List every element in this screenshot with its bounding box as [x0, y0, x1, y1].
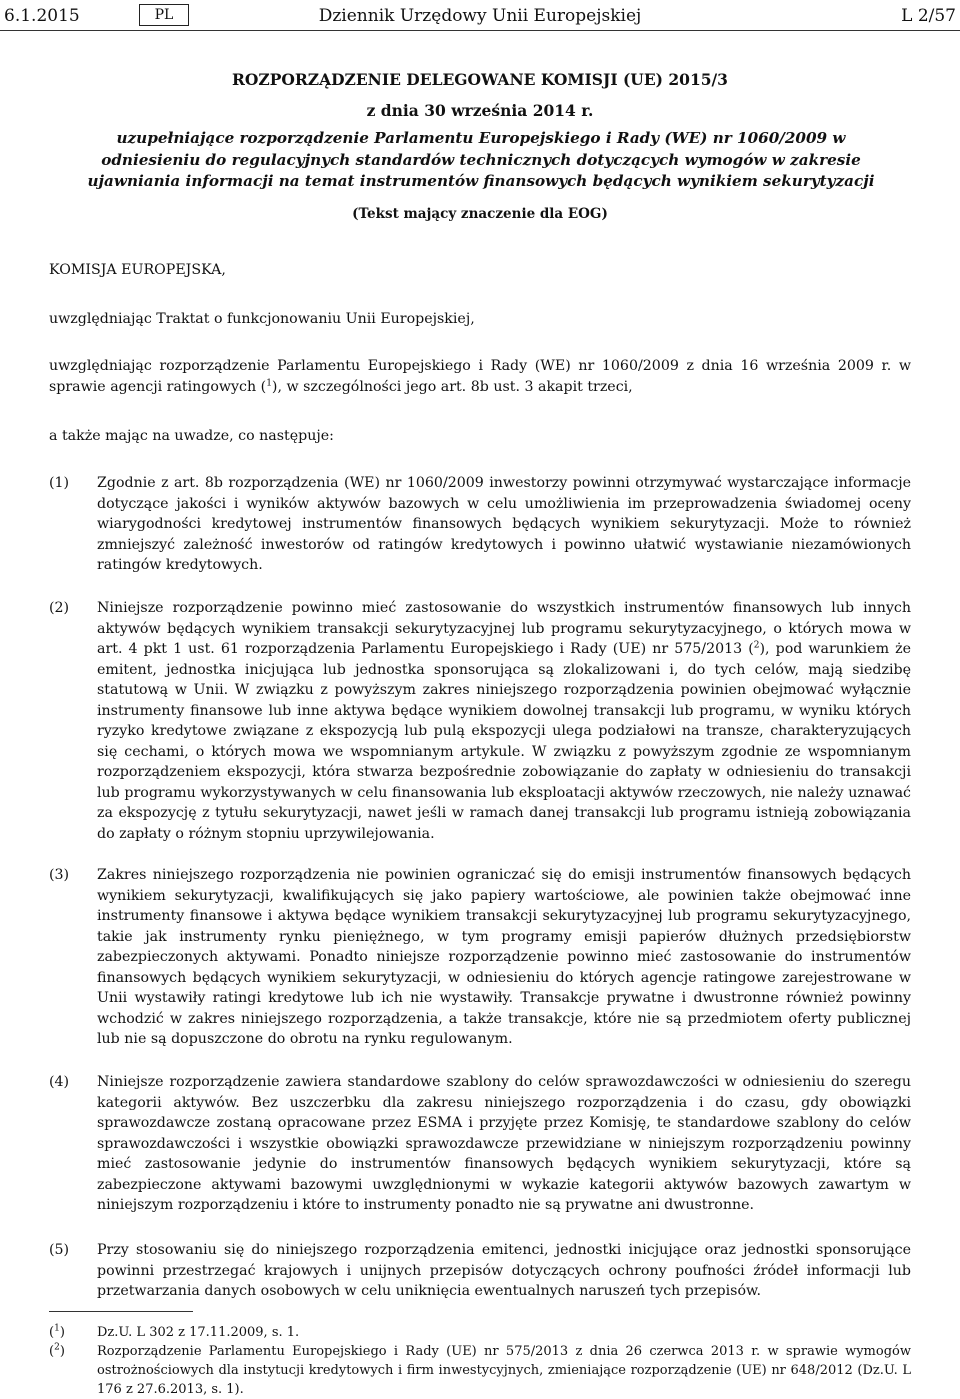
journal-title: Dziennik Urzędowy Unii Europejskiej [318, 6, 642, 26]
footnote-number: ($^1$) [49, 1323, 65, 1340]
recital-number: (5) [49, 1242, 70, 1258]
treaty-citation: uwzględniając Traktat o funkcjonowaniu Unii Europejskiej, [49, 311, 475, 327]
recital-number: (4) [49, 1074, 70, 1090]
recital-text: Niniejsze rozporządzenie powinno mieć zastosowanie do wszystkich instrumentów finansowych lub innych aktywów będących wynikiem transakcji sekurytyzacyjnej lub programu sekurytyzacyjnego, o których mowa w art. 4 pkt 1 ust. 61 rozporządzenia Parlamentu Europejskiego i Rady (UE) nr 575/2013 ($^2$), pod warunkiem że emitent, jednostka inicjująca lub jednostka sponsorująca są zlokalizowani i, do tych celów, mają siedzibę statutową w Unii. W związku z powyższym zakres niniejszego rozporządzenia powinien obejmować wyłącznie instrumenty finansowe lub inne aktywa będące wynikiem dowolnej transakcji lub programu, w wyniku których ryzyko kredytowe związane z ekspozycją lub pulą ekspozycji ulega podziałowi na transze, charakteryzujących się cechami, o których mowa we wspomnianym artykule. W związku z powyższym zgodnie ze wspomnianym rozporządzeniem ekspozycji, która stwarza bezpośrednie zobowiązanie do zapłaty w odniesieniu do transakcji lub programu wykorzystywanych w celu finansowania lub eksploatacji aktywów rzeczowych, nie należy uznawać za ekspozycję z tytułu sekurytyzacji, nawet jeśli w ramach danej transakcji lub programu istnieją zobowiązania do zapłaty o różnym stopniu uprzywilejowania. [97, 600, 911, 842]
eea-relevance: (Tekst mający znaczenie dla EOG) [352, 206, 608, 222]
footnote-text: Dz.U. L 302 z 17.11.2009, s. 1. [97, 1325, 300, 1340]
whereas-intro: a także mając na uwadze, co następuje: [49, 428, 334, 444]
document-title: ROZPORZĄDZENIE DELEGOWANE KOMISJI (UE) 2015/3 [232, 70, 728, 89]
recital-text: Przy stosowaniu się do niniejszego rozporządzenia emitenci, jednostki inicjujące oraz jednostki sponsorujące powinni przestrzegać krajowych i unijnych przepisów dotyczących ochrony poufności źródeł informacji lub przetwarzania danych osobowych w celu uniknięcia ewentualnych naruszeń tych przepisów. [97, 1242, 911, 1299]
header-divider [0, 30, 960, 31]
footnote-ref: 2 [753, 640, 760, 651]
recital-text: Zakres niniejszego rozporządzenia nie powinien ograniczać się do emisji instrumentów finansowych będących wynikiem sekurytyzacji, kwalifikujących się jako papiery wartościowe, ale powinien także obejmować inne instrumenty finansowe i aktywa będące wynikiem transakcji sekurytyzacyjnej lub programu sekurytyzacyjnego, takie jak instrumenty rynku pieniężnego, w tym programy emisji papierów dłużnych przedsiębiorstw zabezpieczonych aktywami. Ponadto niniejsze rozporządzenie powinno mieć zastosowanie do instrumentów finansowych będących wynikiem sekurytyzacji, w odniesieniu do których agencje ratingowe zarejestrowane w Unii wystawiły ratingi kredytowe lub ich nie wystawiły. Transakcje prywatne i dwustronne również powinny wchodzić w zakres niniejszego rozporządzenia, a także transakcje, które nie są przedmiotem oferty publicznej lub nie są dopuszczone do obrotu na rynku regulowanym. [97, 867, 911, 1047]
recital-text: Niniejsze rozporządzenie zawiera standardowe szablony do celów sprawozdawczości w odniesieniu do szeregu kategorii aktywów. Bez uszczerbku dla zakresu niniejszego rozporządzenia i do czasu, gdy obowiązki sprawozdawcze zostaną opracowane przez ESMA i przyjęte przez Komisję, te standardowe szablony do celów sprawozdawczości i wszystkie obowiązki sprawozdawcze przewidziane w niniejszym rozporządzeniu powinny mieć zastosowanie jedynie do instrumentów finansowych będących wynikiem sekurytyzacji, które są zabezpieczone aktywami bazowymi uwzględnionymi w wykazie kategorii aktywów bazowych zawartym w niniejszym rozporządzeniu i które to instrumenty ponadto nie są prywatne ani dwustronne. [97, 1074, 911, 1213]
footnote-text: Rozporządzenie Parlamentu Europejskiego i Rady (UE) nr 575/2013 z dnia 26 czerwca 2013 r. w sprawie wymogów ostrożnościowych dla instytucji kredytowych i firm inwestycyjnych, zmieniające rozporządzenie (UE) nr 648/2012 (Dz.U. L 176 z 27.6.2013, s. 1). [97, 1344, 911, 1397]
language-badge: PL [139, 4, 189, 26]
recital-number: (1) [49, 475, 70, 491]
header-date: 6.1.2015 [4, 6, 80, 26]
page-header [4, 4, 956, 28]
authority-line: KOMISJA EUROPEJSKA, [49, 262, 226, 278]
footnote-ref: 1 [266, 378, 272, 389]
recital-number: (3) [49, 867, 70, 883]
page-number: L 2/57 [901, 6, 956, 26]
recital-number: (2) [49, 600, 70, 616]
regulation-citation: uwzględniając rozporządzenie Parlamentu Europejskiego i Rady (WE) nr 1060/2009 z dnia 16 września 2009 r. w sprawie agencji ratingowych ($^1$), w szczególności jego art. 8b ust. 3 akapit trzeci, [49, 358, 911, 395]
footnote-number: ($^2$) [49, 1342, 65, 1359]
document-date: z dnia 30 września 2014 r. [366, 101, 594, 120]
recital-text: Zgodnie z art. 8b rozporządzenia (WE) nr 1060/2009 inwestorzy powinni otrzymywać wystarczające informacje dotyczące jakości i wyników aktywów bazowych w celu umożliwienia im przeprowadzenia świadomej oceny wiarygodności kredytowej instrumentów finansowych będących wynikiem sekurytyzacji. Może to również zmniejszyć zależność inwestorów od ratingów kredytowych i powinno ułatwić wystawianie niezamówionych ratingów kredytowych. [97, 475, 911, 573]
footnote-divider [49, 1311, 193, 1312]
document-subtitle: uzupełniające rozporządzenie Parlamentu Europejskiego i Rady (WE) nr 1060/2009 w odniesieniu do regulacyjnych standardów technicznych dotyczących wymogów w zakresie ujawniania informacji na temat instrumentów finansowych będących wynikiem sekurytyzacji [87, 129, 875, 190]
